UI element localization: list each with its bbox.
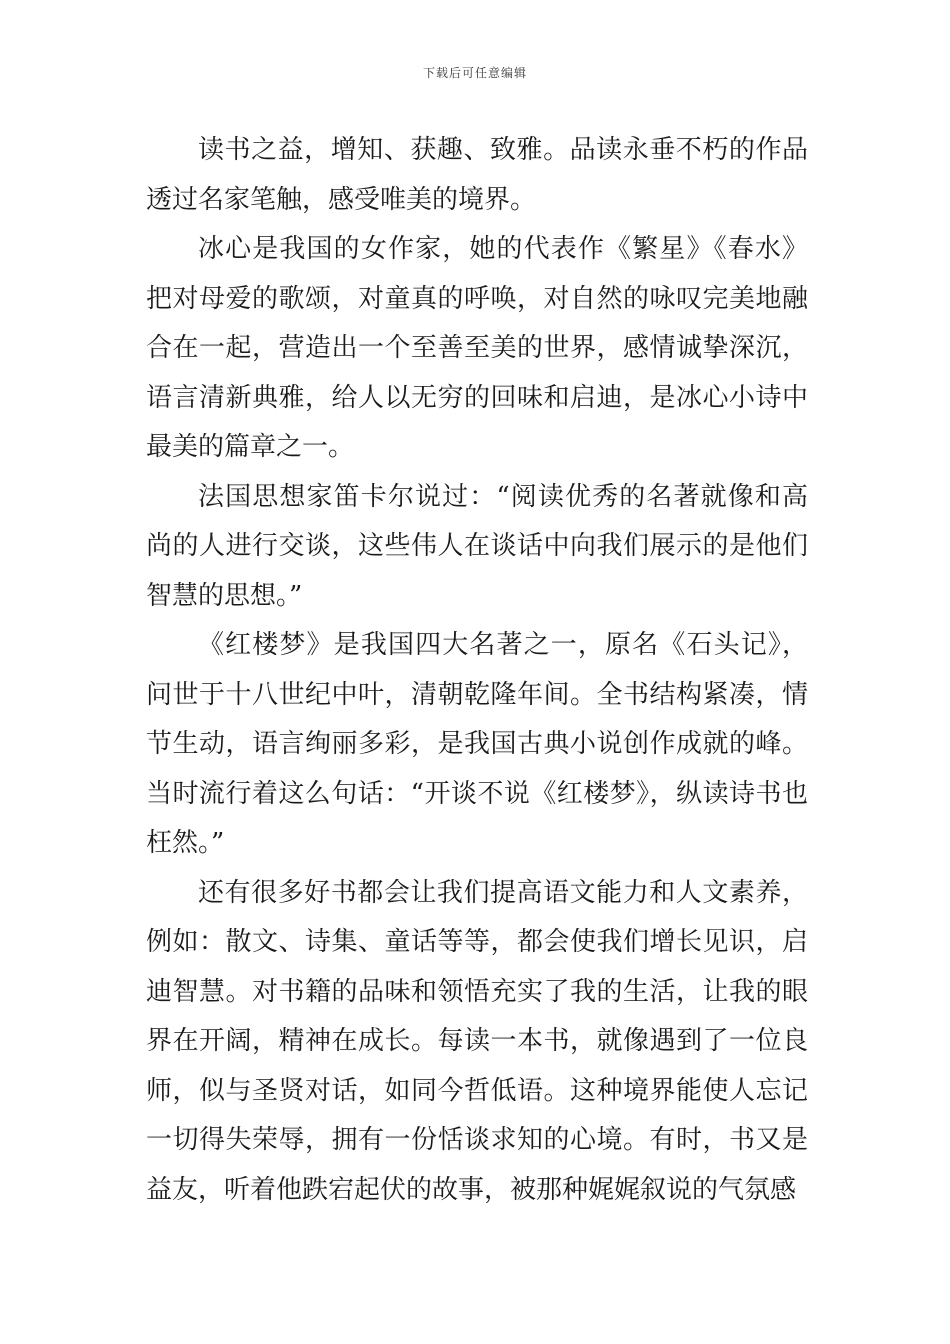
- paragraph-reading-benefits: 读书之益，增知、获趣、致雅。品读永垂不朽的作品透过名家笔触，感受唯美的境界。: [146, 135, 808, 215]
- paragraph-descartes-quote: 法国思想家笛卡尔说过：“阅读优秀的名著就像和高尚的人进行交谈，这些伟人在谈话中向我们展示的是他们智慧的思想。”: [146, 481, 808, 611]
- page-header-note: 下载后可任意编辑: [422, 66, 527, 80]
- paragraph-other-books: 还有很多好书都会让我们提高语文能力和人文素养，例如：散文、诗集、童话等等，都会使我们增长见识，启迪智慧。对书籍的品味和领悟充实了我的生活，让我的眼界在开阔，精神在成长。每读一本书，就像遇到了一位良师，似与圣贤对话，如同今哲低语。这种境界能使人忘记一切得失荣辱，拥有一份恬谈求知的心境。有时，书又是益友，听着他跌宕起伏的故事，被那种娓娓叙说的气氛感: [146, 877, 808, 1205]
- document-body: [146, 126, 808, 1215]
- paragraph-bingxin: 冰心是我国的女作家，她的代表作《繁星》《春水》把对母爱的歌颂，对童真的呼唤，对自然的咏叹完美地融合在一起，营造出一个至善至美的世界，感情诚挚深沉，语言清新典雅，给人以无穷的回味和启迪，是冰心小诗中最美的篇章之一。: [146, 234, 808, 462]
- paragraph-hongloumeng: 《红楼梦》是我国四大名著之一，原名《石头记》，问世于十八世纪中叶，清朝乾隆年间。全书结构紧凑，情节生动，语言绚丽多彩，是我国古典小说创作成就的峰。当时流行着这么句话：“开谈不说《红楼梦》，纵读诗书也枉然。”: [146, 630, 808, 858]
